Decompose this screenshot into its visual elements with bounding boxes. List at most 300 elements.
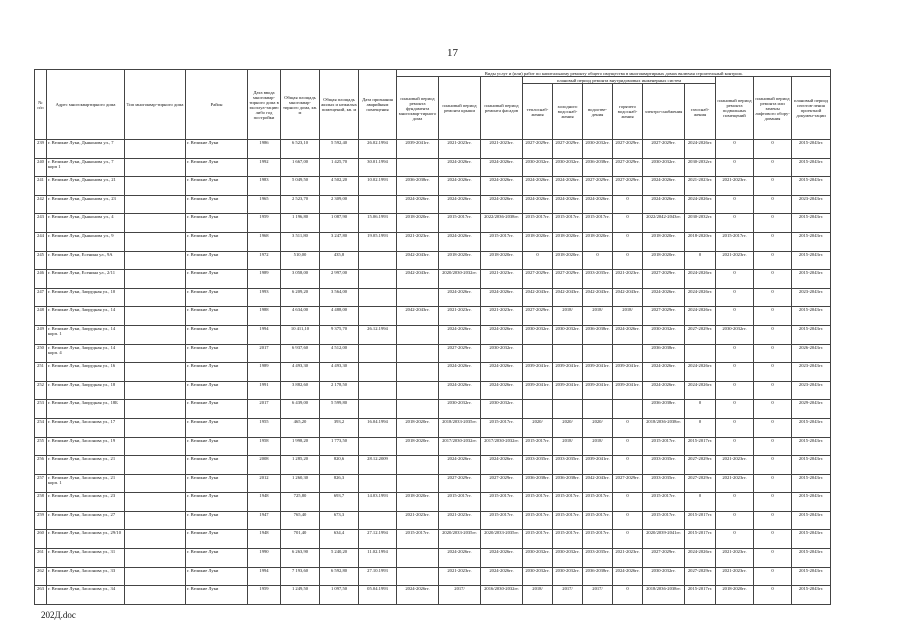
row-address: г. Великие Луки, Дьяконова ул., 21 <box>47 177 125 196</box>
row-total-area: 3 058,00 <box>281 270 320 289</box>
row-address: г. Великие Луки, Заслонова ул., 17 <box>47 418 125 437</box>
row-electricity: 2030-2032гг. <box>643 158 685 177</box>
row-hot-water: 0 <box>613 456 643 475</box>
row-living-area: 2 997,00 <box>320 270 359 289</box>
row-house-type <box>125 177 186 196</box>
col-emergency: Дата признания аварийным помещения <box>359 70 397 140</box>
row-facade: 2018-2020гг. <box>481 251 523 270</box>
row-emergency-date: 27.12.1994 <box>359 530 397 549</box>
row-total-area: 6 439,00 <box>281 400 320 419</box>
row-elevator: 0 <box>754 567 792 586</box>
row-cold-water: 2030-2032гг. <box>553 549 583 568</box>
row-facade: 2021-2023гг. <box>481 270 523 289</box>
row-basement: 2021-2023гг. <box>716 474 754 493</box>
col-cold-water: холодного водоснаб-жения <box>553 84 583 140</box>
row-electricity: 2018/2036-2038гг. <box>643 418 685 437</box>
row-district: г. Великие Луки <box>186 530 248 549</box>
row-design: 2023-2043гг. <box>792 381 831 400</box>
row-number: 244 <box>35 232 47 251</box>
row-living-area: 2 178,50 <box>320 381 359 400</box>
row-water-disposal: 2042-2043гг. <box>583 474 613 493</box>
capital-repair-table <box>34 69 831 605</box>
row-foundation: 2039-2041гг. <box>397 140 439 159</box>
row-year: 1948 <box>248 530 281 549</box>
row-elevator: 0 <box>754 511 792 530</box>
col-living-area: Общая площадь жилых и нежилых помещений, кв. м <box>320 70 359 140</box>
row-design: 2023-2043гг. <box>792 195 831 214</box>
row-roof: 2024-2026гг. <box>439 158 481 177</box>
row-gas: 2024-2026гг. <box>685 140 716 159</box>
row-year: 1959 <box>248 214 281 233</box>
row-design: 2015-2043гг. <box>792 549 831 568</box>
row-number: 254 <box>35 418 47 437</box>
row-house-type <box>125 214 186 233</box>
row-roof: 2024-2026гг. <box>439 325 481 344</box>
row-house-type <box>125 493 186 512</box>
row-water-disposal: 2042-2043гг. <box>583 288 613 307</box>
row-cold-water: 2018-2020гг. <box>553 232 583 251</box>
row-total-area: 4 493,30 <box>281 363 320 382</box>
row-elevator: 0 <box>754 418 792 437</box>
row-emergency-date: 15.06.1993 <box>359 214 397 233</box>
row-gas: 2024-2026гг. <box>685 270 716 289</box>
row-emergency-date <box>359 400 397 419</box>
row-heating: 2015-2017гг. <box>523 511 553 530</box>
row-foundation: 2042-2043гг. <box>397 307 439 326</box>
row-address: г. Великие Луки, Запрудная ул., 16 <box>47 363 125 382</box>
row-elevator: 0 <box>754 232 792 251</box>
row-district: г. Великие Луки <box>186 214 248 233</box>
row-hot-water: 0 <box>613 493 643 512</box>
row-basement: 0 <box>716 307 754 326</box>
col-design: плановый период изготов-ления проектной докумен-тации <box>792 77 831 140</box>
row-basement: 2021-2023гг. <box>716 251 754 270</box>
row-address: г. Великие Луки, Есенина ул., 9А <box>47 251 125 270</box>
row-roof: 2030-2032гг. <box>439 400 481 419</box>
row-emergency-date <box>359 307 397 326</box>
row-number: 255 <box>35 437 47 456</box>
row-elevator: 0 <box>754 270 792 289</box>
row-heating: 2042-2043гг. <box>523 288 553 307</box>
table-row <box>35 586 831 605</box>
row-water-disposal: 2018-2020гг. <box>583 232 613 251</box>
row-gas: 0 <box>685 418 716 437</box>
row-roof: 2020/2033-2035гг. <box>439 530 481 549</box>
row-total-area: 6 523,10 <box>281 140 320 159</box>
table-row <box>35 549 831 568</box>
row-facade: 2024-2026гг. <box>481 381 523 400</box>
row-cold-water: 2027-2029гг. <box>553 270 583 289</box>
row-emergency-date: 27.10.1993 <box>359 567 397 586</box>
row-emergency-date <box>359 363 397 382</box>
row-living-area: 1 097,50 <box>320 586 359 605</box>
row-district: г. Великие Луки <box>186 288 248 307</box>
row-water-disposal: 2024-2026гг. <box>583 195 613 214</box>
row-electricity: 2027-2029гг. <box>643 270 685 289</box>
row-heating: 2030-2032гг. <box>523 549 553 568</box>
row-roof: 2015-2017гг. <box>439 493 481 512</box>
row-emergency-date <box>359 251 397 270</box>
row-hot-water: 2039-2041гг. <box>613 381 643 400</box>
col-heating: теплоснаб-жения <box>523 84 553 140</box>
row-heating: 2039-2041гг. <box>523 381 553 400</box>
row-foundation: 2036-2038гг. <box>397 177 439 196</box>
page-number: 17 <box>447 47 458 59</box>
row-water-disposal <box>583 344 613 363</box>
row-total-area: 6 263,90 <box>281 549 320 568</box>
row-elevator: 0 <box>754 456 792 475</box>
row-house-type <box>125 530 186 549</box>
row-cold-water: 2024-2026гг. <box>553 195 583 214</box>
row-facade: 2024-2026гг. <box>481 456 523 475</box>
row-foundation <box>397 549 439 568</box>
row-address: г. Великие Луки, Заслонова ул., 23 <box>47 493 125 512</box>
row-cold-water: 2042-2043гг. <box>553 288 583 307</box>
row-design: 2015-2043гг. <box>792 214 831 233</box>
row-cold-water: 2017/ <box>553 586 583 605</box>
row-living-area: 4 512,00 <box>320 344 359 363</box>
row-living-area: 9 375,70 <box>320 325 359 344</box>
row-electricity: 2027-2029гг. <box>643 307 685 326</box>
table-row <box>35 511 831 530</box>
row-cold-water: 2030-2032гг. <box>553 567 583 586</box>
row-basement: 0 <box>716 195 754 214</box>
row-elevator: 0 <box>754 288 792 307</box>
row-electricity: 2036-2038гг. <box>643 400 685 419</box>
row-district: г. Великие Луки <box>186 493 248 512</box>
row-district: г. Великие Луки <box>186 344 248 363</box>
row-emergency-date: 16.04.1994 <box>359 418 397 437</box>
row-electricity: 2024-2026гг. <box>643 363 685 382</box>
row-design: 2015-2043гг. <box>792 456 831 475</box>
row-district: г. Великие Луки <box>186 325 248 344</box>
row-facade: 2024-2026гг. <box>481 567 523 586</box>
row-house-type <box>125 511 186 530</box>
table-row <box>35 251 831 270</box>
row-number: 263 <box>35 586 47 605</box>
row-design: 2015-2043гг. <box>792 511 831 530</box>
row-basement: 2021-2023гг. <box>716 456 754 475</box>
row-facade: 2017/2030-2032гг. <box>481 437 523 456</box>
row-district: г. Великие Луки <box>186 400 248 419</box>
row-address: г. Великие Луки, Дьяконова ул., 7 корп 1 <box>47 158 125 177</box>
row-basement: 0 <box>716 530 754 549</box>
table-row <box>35 177 831 196</box>
table-row <box>35 270 831 289</box>
row-year: 1958 <box>248 437 281 456</box>
row-year: 1994 <box>248 325 281 344</box>
table-row <box>35 418 831 437</box>
row-roof: 2021-2023гг. <box>439 567 481 586</box>
row-emergency-date: 30.01.1994 <box>359 158 397 177</box>
row-basement: 0 <box>716 381 754 400</box>
col-hot-water: горячего водоснаб-жения <box>613 84 643 140</box>
row-total-area: 465,20 <box>281 418 320 437</box>
row-house-type <box>125 232 186 251</box>
row-house-type <box>125 549 186 568</box>
row-foundation: 2018-2020гг. <box>397 493 439 512</box>
row-design: 2015-2043гг. <box>792 232 831 251</box>
row-electricity: 2033-2035гг. <box>643 456 685 475</box>
table-row <box>35 363 831 382</box>
col-address: Адрес многоквартирного дома <box>47 70 125 140</box>
row-water-disposal: 2039-2041гг. <box>583 456 613 475</box>
row-water-disposal: 2036-2038гг. <box>583 567 613 586</box>
row-electricity: 2024-2026гг. <box>643 195 685 214</box>
row-address: г. Великие Луки, Заслонова ул., 34 <box>47 586 125 605</box>
row-foundation <box>397 456 439 475</box>
row-total-area: 1 249,50 <box>281 586 320 605</box>
row-emergency-date: 19.05.1993 <box>359 232 397 251</box>
col-water-disposal: водоотве-дения <box>583 84 613 140</box>
row-design: 2023-2043гг. <box>792 363 831 382</box>
row-cold-water <box>553 344 583 363</box>
row-basement: 0 <box>716 418 754 437</box>
row-living-area: 2 309,00 <box>320 195 359 214</box>
row-total-area: 5 049,50 <box>281 177 320 196</box>
row-heating: 2030-2032гг. <box>523 325 553 344</box>
row-basement: 2030-2032гг. <box>716 325 754 344</box>
row-foundation: 2042-2043гг. <box>397 270 439 289</box>
row-district: г. Великие Луки <box>186 437 248 456</box>
row-electricity: 2030-2032гг. <box>643 567 685 586</box>
row-house-type <box>125 437 186 456</box>
row-cold-water: 2033-2035гг. <box>553 456 583 475</box>
row-house-type <box>125 140 186 159</box>
row-design: 2015-2043гг. <box>792 567 831 586</box>
row-gas: 2030-2032гг. <box>685 214 716 233</box>
row-emergency-date <box>359 270 397 289</box>
row-district: г. Великие Луки <box>186 177 248 196</box>
row-gas: 2018-2020гг. <box>685 232 716 251</box>
row-elevator: 0 <box>754 307 792 326</box>
row-electricity: 2027-2029гг. <box>643 140 685 159</box>
row-gas: 2024-2026гг. <box>685 307 716 326</box>
row-living-area: 820,6 <box>320 456 359 475</box>
table-row <box>35 344 831 363</box>
row-foundation <box>397 381 439 400</box>
row-hot-water: 0 <box>613 214 643 233</box>
row-water-disposal: 2039-2041гг. <box>583 381 613 400</box>
row-roof: 2020/2030-2032гг. <box>439 270 481 289</box>
table-row <box>35 437 831 456</box>
row-heating: 2027-2029гг. <box>523 307 553 326</box>
row-house-type <box>125 381 186 400</box>
row-design: 2015-2043гг. <box>792 325 831 344</box>
col-foundation: плановый период ремонта фундамента многоквар-тирного дома <box>397 77 439 140</box>
row-roof: 2024-2026гг. <box>439 232 481 251</box>
row-house-type <box>125 158 186 177</box>
row-roof: 2018/2033-2035гг. <box>439 418 481 437</box>
row-facade: 2024-2026гг. <box>481 158 523 177</box>
row-total-area: 725,80 <box>281 493 320 512</box>
row-address: г. Великие Луки, Заслонова ул., 19 <box>47 437 125 456</box>
row-year: 1947 <box>248 511 281 530</box>
row-heating: 2018/ <box>523 586 553 605</box>
row-address: г. Великие Луки, Запрудная ул., 18 <box>47 381 125 400</box>
row-number: 239 <box>35 140 47 159</box>
row-gas: 2024-2026гг. <box>685 549 716 568</box>
row-basement: 2018-2020гг. <box>716 586 754 605</box>
row-address: г. Великие Луки, Заслонова ул., 21 <box>47 456 125 475</box>
row-hot-water: 2027-2029гг. <box>613 140 643 159</box>
row-roof: 2017/ <box>439 586 481 605</box>
row-gas: 2024-2026гг. <box>685 288 716 307</box>
document-filename: 202Д.doc <box>41 610 76 620</box>
table-row <box>35 288 831 307</box>
row-basement: 0 <box>716 363 754 382</box>
row-gas: 2021-2023гг. <box>685 177 716 196</box>
row-facade: 2024-2026гг. <box>481 549 523 568</box>
table-row <box>35 400 831 419</box>
row-foundation: 2042-2043гг. <box>397 251 439 270</box>
row-address: г. Великие Луки, Запрудная ул., 14 корп. 1 <box>47 325 125 344</box>
row-elevator: 0 <box>754 158 792 177</box>
row-facade: 2015-2017гг. <box>481 232 523 251</box>
row-gas: 2024-2026гг. <box>685 195 716 214</box>
row-emergency-date: 14.03.1993 <box>359 493 397 512</box>
row-heating <box>523 400 553 419</box>
row-district: г. Великие Луки <box>186 456 248 475</box>
row-electricity: 2020/2039-2041гг. <box>643 530 685 549</box>
row-living-area: 6 592,80 <box>320 567 359 586</box>
row-heating: 2030-2032гг. <box>523 567 553 586</box>
row-year: 1989 <box>248 270 281 289</box>
row-elevator: 0 <box>754 586 792 605</box>
row-living-area: 4 488,00 <box>320 307 359 326</box>
row-electricity: 2018-2020гг. <box>643 251 685 270</box>
row-gas: 2024-2026гг. <box>685 381 716 400</box>
row-emergency-date: 10.02.1993 <box>359 177 397 196</box>
row-design: 2015-2043гг. <box>792 270 831 289</box>
row-gas: 2027-2029гг. <box>685 567 716 586</box>
row-total-area: 7 193,60 <box>281 567 320 586</box>
row-roof: 2024-2026гг. <box>439 363 481 382</box>
row-house-type <box>125 270 186 289</box>
row-address: г. Великие Луки, Запрудная ул., 10 <box>47 288 125 307</box>
row-number: 252 <box>35 381 47 400</box>
row-number: 240 <box>35 158 47 177</box>
row-year: 1986 <box>248 140 281 159</box>
row-elevator: 0 <box>754 493 792 512</box>
row-total-area: 4 634,00 <box>281 307 320 326</box>
row-electricity: 2024-2026гг. <box>643 288 685 307</box>
row-living-area: 1 773,50 <box>320 437 359 456</box>
row-basement: 2015-2017гг. <box>716 232 754 251</box>
row-design: 2015-2043гг. <box>792 493 831 512</box>
row-cold-water: 2027-2029гг. <box>553 140 583 159</box>
row-address: г. Великие Луки, Заслонова ул., 29/10 <box>47 530 125 549</box>
row-address: г. Великие Луки, Запрудная ул., 14 <box>47 307 125 326</box>
row-basement: 0 <box>716 511 754 530</box>
row-living-area: 393,2 <box>320 418 359 437</box>
row-district: г. Великие Луки <box>186 232 248 251</box>
row-elevator: 0 <box>754 325 792 344</box>
row-emergency-date <box>359 288 397 307</box>
row-electricity: 2022/2042-2043гг. <box>643 214 685 233</box>
row-electricity: 2015-2017гг. <box>643 437 685 456</box>
row-electricity: 2033-2035гг. <box>643 474 685 493</box>
row-cold-water: 2015-2017гг. <box>553 530 583 549</box>
col-year: Дата ввода многоквар-тирного дома в эксплуа-тацию либо год постройки <box>248 70 281 140</box>
row-foundation <box>397 400 439 419</box>
row-heating: 2030-2032гг. <box>523 158 553 177</box>
row-address: г. Великие Луки, Заслонова ул., 21 корп. 1 <box>47 474 125 493</box>
row-design: 2015-2043гг. <box>792 140 831 159</box>
row-electricity: 2018-2020гг. <box>643 232 685 251</box>
row-address: г. Великие Луки, Заслонова ул., 33 <box>47 567 125 586</box>
row-address: г. Великие Луки, Дьяконова ул., 7 <box>47 140 125 159</box>
row-foundation: 2018-2020гг. <box>397 418 439 437</box>
row-hot-water: 2021-2023гг. <box>613 270 643 289</box>
row-district: г. Великие Луки <box>186 549 248 568</box>
row-heating: 2015-2017гг. <box>523 437 553 456</box>
row-heating: 2039-2041гг. <box>523 363 553 382</box>
row-total-area: 3 511,80 <box>281 232 320 251</box>
row-total-area: 1 285,20 <box>281 456 320 475</box>
col-electricity: электро-снабжения <box>643 84 685 140</box>
row-house-type <box>125 307 186 326</box>
table-row <box>35 307 831 326</box>
row-house-type <box>125 400 186 419</box>
row-basement: 0 <box>716 344 754 363</box>
row-water-disposal: 2015-2017гг. <box>583 511 613 530</box>
row-cold-water: 2015-2017гг. <box>553 493 583 512</box>
row-house-type <box>125 288 186 307</box>
row-facade: 2020/2033-2035гг. <box>481 530 523 549</box>
row-total-area: 1 667,00 <box>281 158 320 177</box>
row-facade: 2015-2017гг. <box>481 493 523 512</box>
row-total-area: 1 196,80 <box>281 214 320 233</box>
row-gas: 2015-2017гг. <box>685 586 716 605</box>
row-facade: 2024-2026гг. <box>481 195 523 214</box>
row-number: 249 <box>35 325 47 344</box>
table-row <box>35 567 831 586</box>
row-elevator: 0 <box>754 344 792 363</box>
row-cold-water: 2036-2038гг. <box>553 474 583 493</box>
row-gas: 2024-2026гг. <box>685 363 716 382</box>
row-number: 242 <box>35 195 47 214</box>
row-heating: 2020/ <box>523 418 553 437</box>
row-hot-water: 2018/ <box>613 307 643 326</box>
row-number: 262 <box>35 567 47 586</box>
row-design: 2015-2043гг. <box>792 158 831 177</box>
row-hot-water: 2027-2029гг. <box>613 158 643 177</box>
row-facade: 2030-2032гг. <box>481 400 523 419</box>
row-year: 1989 <box>248 363 281 382</box>
col-no: № п/п <box>35 70 47 140</box>
row-hot-water: 2039-2041гг. <box>613 363 643 382</box>
col-services-group: Виды услуг и (или) работ по капитальному ремонту общего имущества в многоквартирных домах включая строительный контроль <box>397 70 831 77</box>
table-header <box>35 70 831 140</box>
row-emergency-date <box>359 511 397 530</box>
row-emergency-date: 26.12.1994 <box>359 325 397 344</box>
row-elevator: 0 <box>754 195 792 214</box>
row-house-type <box>125 586 186 605</box>
col-roof: плановый период ремонта крыши <box>439 77 481 140</box>
row-gas: 0 <box>685 251 716 270</box>
row-hot-water: 2024-2026гг. <box>613 325 643 344</box>
row-foundation <box>397 363 439 382</box>
row-design: 2026-2043гг. <box>792 344 831 363</box>
row-district: г. Великие Луки <box>186 158 248 177</box>
row-number: 243 <box>35 214 47 233</box>
row-year: 2017 <box>248 400 281 419</box>
row-total-area: 701,40 <box>281 530 320 549</box>
row-district: г. Великие Луки <box>186 567 248 586</box>
table-row <box>35 456 831 475</box>
row-year: 1983 <box>248 177 281 196</box>
